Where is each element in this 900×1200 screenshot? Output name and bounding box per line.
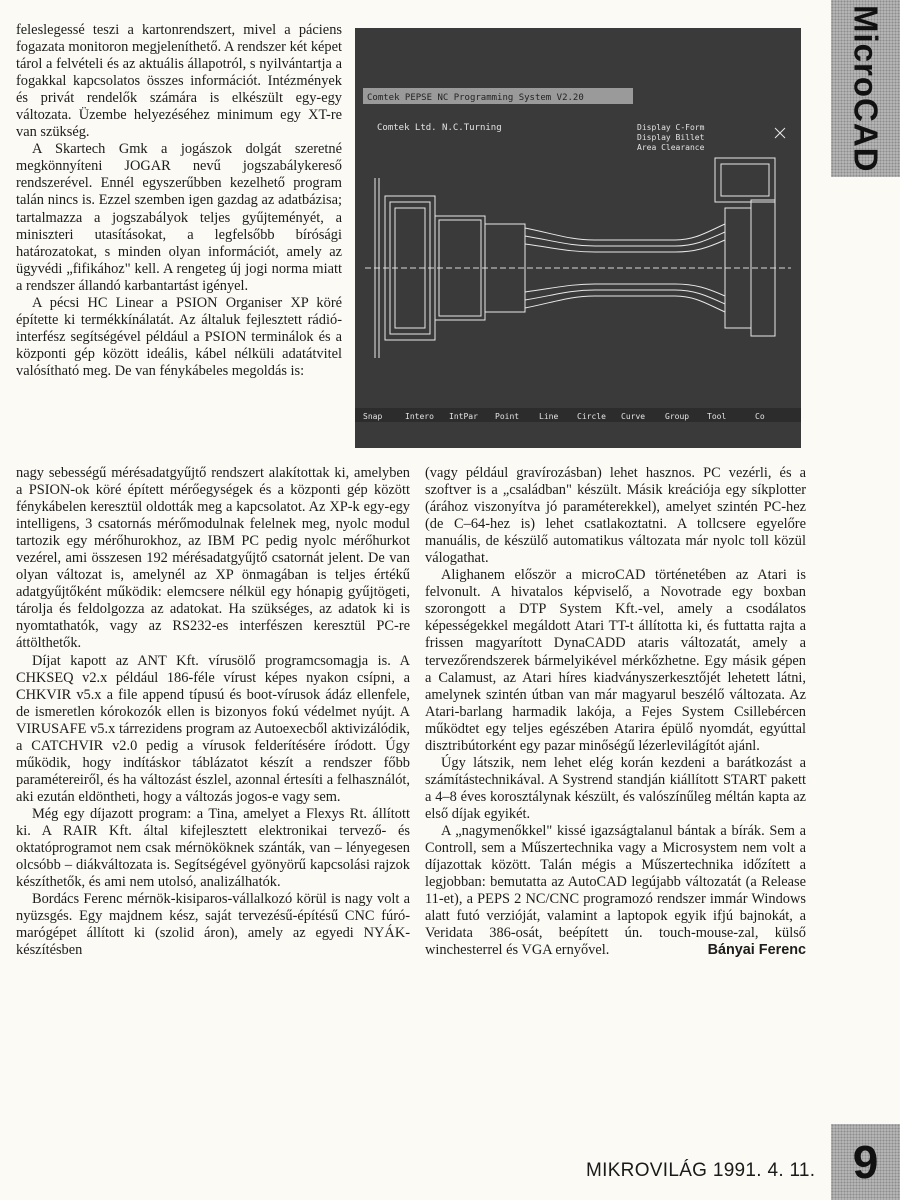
menu-item: Tool xyxy=(707,412,727,421)
menu-item: IntPar xyxy=(449,412,478,421)
figure-title-bar: Comtek PEPSE NC Programming System V2.20 xyxy=(367,93,584,103)
paragraph: Bordács Ferenc mérnök-kisiparos-vállalkozó körül is nagy volt a nyüzsgés. Egy majdnem kész, saját tervezésű-építésű CNC fúró-marógépet állított ki (szolid áron), amely az egyedi NYÁK-készítésben xyxy=(16,891,410,959)
footer-publication: MIKROVILÁG 1991. 4. 11. xyxy=(586,1160,816,1181)
paragraph xyxy=(425,823,806,959)
paragraph: Díjat kapott az ANT Kft. vírusölő programcsomagja is. A CHKSEQ v2.x például 186-féle vírust képes nyakon csípni, a CHKVIR v5.x a file append típusú és boot-vírusok ádáz ellenfele, de ismeretlen kórokozók ellen is bizonyos fokú védelmet nyújt. A VIRUSAFE v5.x tárrezidens program az Autoexecből aktivizálódik, a CATCHVIR v2.0 pedig a vírusok felderítésére íródott. Úgy működik, hogy indításkor táblázatot készít a rendszer főbb paramétereiről, és ha változást észlel, azonnal értesíti a felhasználót, aki ezután eldöntheti, hogy a változás jogos-e vagy sem. xyxy=(16,652,410,805)
page-number-tab xyxy=(831,1124,900,1200)
menu-item: Group xyxy=(665,412,690,421)
author-signature: Bányai Ferenc xyxy=(707,942,806,959)
paragraph: nagy sebességű mérésadatgyűjtő rendszert alakítottak ki, amelyben a PSION-ok köré épített mérőegységek és a központi gép között fénykábelen keresztül oldották meg a kapcsolatot. Az XP-k egy-egy intelligens, 3 csatornás mérőmodulnak felelnek meg, nyolc modul tartozik egy mérőhurokhoz, az IBM PC pedig nyolc mérőhurkot vezérel, ami összesen 192 mérésadatgyűjtő csatornát jelent. De van olyan változat is, amelynél az XP önmagában is teljes értékű adatgyűjtőként működik: elemcsere nélkül egy hónapig gyűjtögeti, tárolja és feldolgozza az adatokat. Ha szükséges, az adatok ki is nyomtathatók, vagy az RS232-es interfészen keresztül PC-re áttölthetők. xyxy=(16,465,410,652)
figure-header-right-2: Display Billet xyxy=(637,133,705,142)
paragraph-text: A „nagymenőkkel" kissé igazságtalanul bántak a bírák. Sem a Controll, sem a Műszertechnika vagy a Microsystem nem volt a díjazottak között. Talán mégis a Műszertechnika időzített a legjobban: bemutatta az AutoCAD legújabb változatát (a Release 11-et), a PEPS 2 NC/CNC programozó rendszer immár Windows alatt futó verzióját, valamint a laptopok egyik ifjú bajnokát, a Veridata 386-osát, beépített ún. touch-mouse-zal, külső winchesterrel és VGA ernyővel. xyxy=(425,822,806,959)
section-tab xyxy=(831,0,900,177)
paragraph: A Skartech Gmk a jogászok dolgát szeretné megkönnyíteni JOGAR nevű jogszabálykereső rendszerével. Ennél egyszerűbben kezelhető program talán nincs is. Ezzel szemben igen gazdag az adatbázisa; tartalmazza a jogszabályok teljes gyűjteményét, a miniszteri utasításokat, a legfelsőbb bírósági határozatokat, s minden olyan információt, amely az ügyvédi „fifikához" kell. A rengeteg új jogi norma miatt a rendszer állandó karbantartást igényel. xyxy=(16,141,342,294)
left-column-bottom xyxy=(16,465,410,959)
cnc-screen-figure xyxy=(355,28,801,448)
menu-item: Line xyxy=(539,412,559,421)
menu-item: Circle xyxy=(577,412,606,421)
paragraph: Alighanem először a microCAD történetében az Atari is felvonult. A hivatalos képviselő, a Novotrade egy boxban szorongott a DTP System Kft.-vel, amely a csodálatos képességekkel megáldott Atari TT-t állította ki, és futtatta rajta a frissen magyarított DynaCADD ataris változatát, amely a tervezőrendszerek bármelyikével mérkőzhetne. Egy másik gépen a Calamust, az Atari híres kiadványszerkesztőjét lehetett látni, amelynek szintén útban van már magyarul beszélő változata. Az Atari-barlang harmadik lakója, a Fejes System Csillebércen működtet egy teljes egészében Atarira épülő nyomdát, egyúttal disztribútorként egy pazar minőségű lézerlevilágítót ajánl. xyxy=(425,567,806,754)
left-column-top xyxy=(16,22,342,380)
menu-item: Curve xyxy=(621,412,646,421)
paragraph: feleslegessé teszi a kartonrendszert, mivel a páciens fogazata monitoron megjeleníthető. A rendszer két képet tárol a felvételi és az aktuális állapotról, s nyilvántartja a fogakkal kapcsolatos összes információt. Intézmények és privát rendelők számára is elkészült egy-egy változata. Üzembe helyezéséhez minimum egy XT-re van szükség. xyxy=(16,22,342,141)
right-column xyxy=(425,465,806,959)
menu-item: Point xyxy=(495,412,520,421)
page-number: 9 xyxy=(852,1136,879,1188)
paragraph: (vagy például gravírozásban) lehet hasznos. PC vezérli, és a szoftver is a „családban" készült. Másik kreációja egy síkplotter (árához viszonyítva jó paraméterekkel), amelyet szintén PC-hez (de C–64-hez is) lehet csatlakoztatni. A tollcsere egyelőre manuális, de készülő automatikus változata már nyolc toll közül válogathat. xyxy=(425,465,806,567)
menu-item: Snap xyxy=(363,412,383,421)
menu-item: Co xyxy=(755,412,765,421)
paragraph: A pécsi HC Linear a PSION Organiser XP köré építette ki termékkínálatát. Az általuk fejlesztett rádió-interfész segítségével például a PSION terminálok és a központi gép között ideális, kábel nélküli adatátvitel valósítható meg. De van fénykábeles megoldás is: xyxy=(16,294,342,379)
section-tab-label: MicroCAD xyxy=(847,4,885,173)
figure-header-left: Comtek Ltd. N.C.Turning xyxy=(377,123,502,133)
figure-header-right-3: Area Clearance xyxy=(637,143,705,152)
menu-item: Intero xyxy=(405,412,434,421)
paragraph: Még egy díjazott program: a Tina, amelyet a Flexys Rt. állított ki. A RAIR Kft. által kifejlesztett elektronikai tervező- és oktatóprogramot nem csak mérnököknek szánták, van – lényegesen olcsóbb – diákváltozata is. Segítségével gyönyörű kapcsolási rajzok készíthetők, és ami nem utolsó, analizálhatók. xyxy=(16,805,410,891)
paragraph: Úgy látszik, nem lehet elég korán kezdeni a barátkozást a számítástechnikával. A Systrend standján kiállított START pakett a 4–8 éves korosztálynak készült, és valószínűleg méltán kapta az első díjak egyikét. xyxy=(425,754,806,822)
figure-header-right-1: Display C-Form xyxy=(637,123,705,132)
